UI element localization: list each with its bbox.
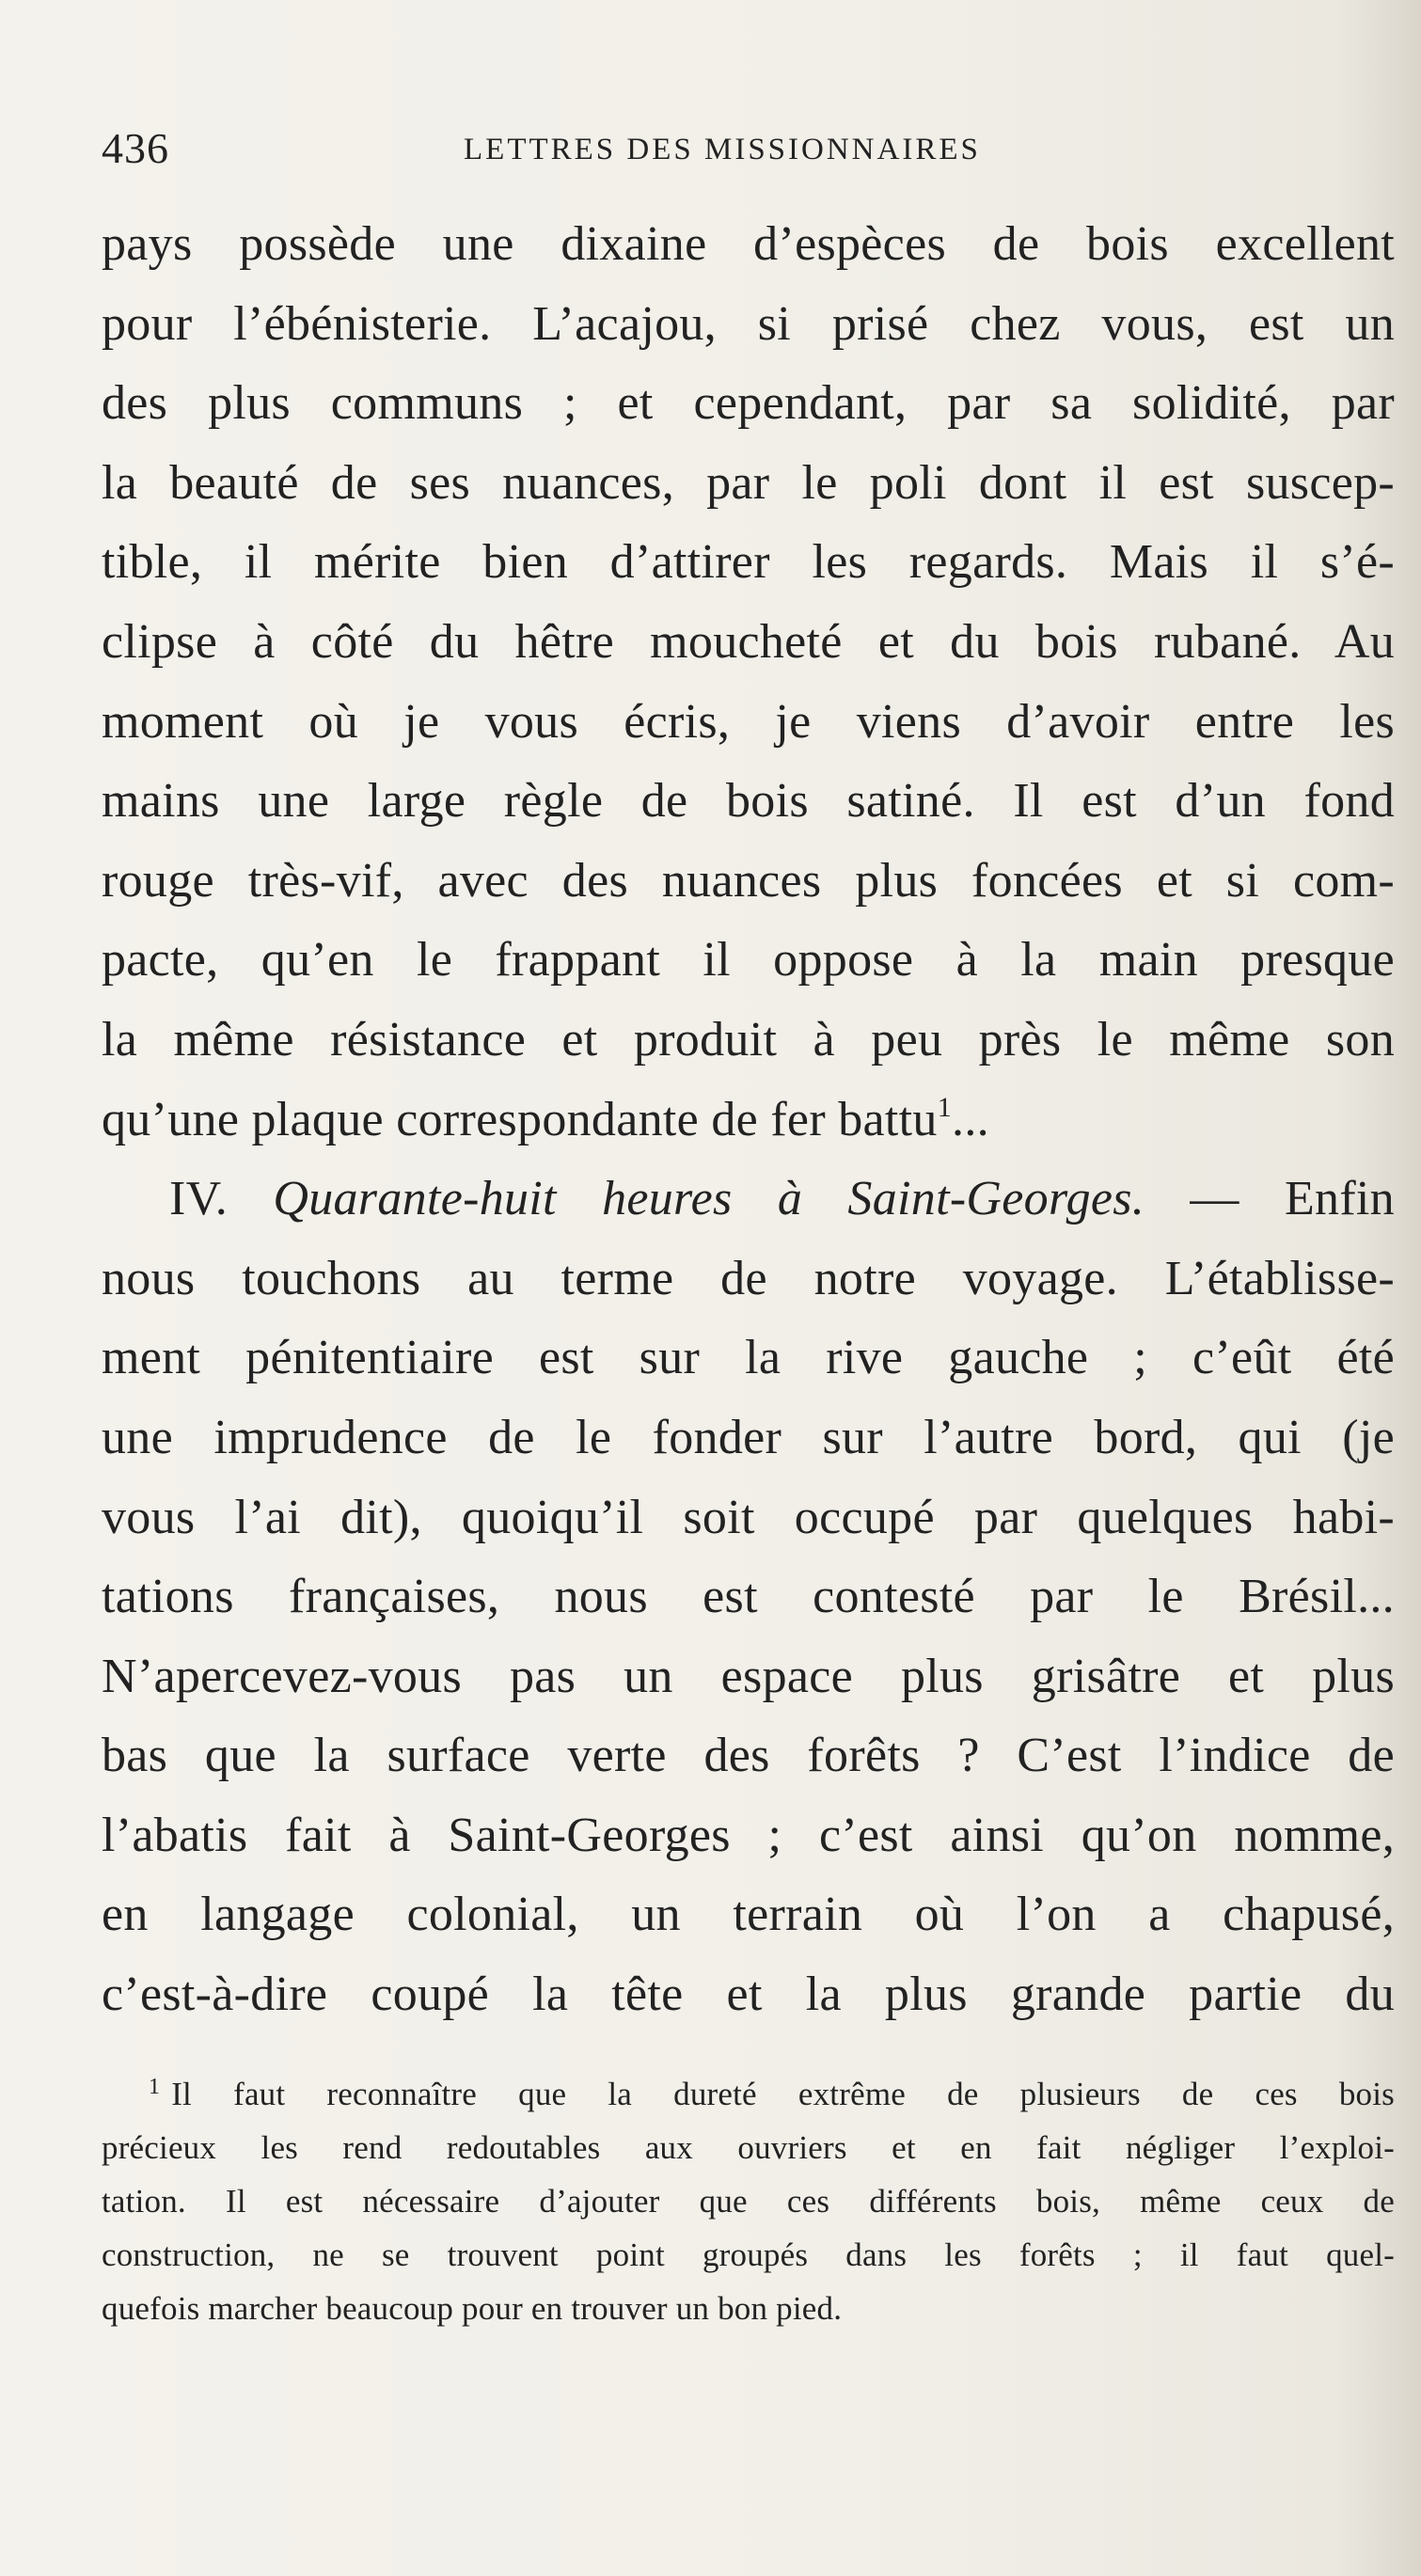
- text-line-paragraph-end: [102, 1081, 1395, 1161]
- text-line: tible, il mérite bien d’attirer les regards. Mais il s’é-: [102, 535, 1395, 590]
- text-line: pacte, qu’en le frappant il oppose à la main presque: [102, 933, 1395, 988]
- footnote: [102, 2067, 1395, 2335]
- text-line: tations françaises, nous est contesté par le Brésil...: [102, 1570, 1395, 1624]
- text-line: rouge très-vif, avec des nuances plus foncées et si com-: [102, 853, 1395, 908]
- footnote-line: précieux les rend redoutables aux ouvriers et en fait négliger l’exploi-: [102, 2129, 1395, 2166]
- footnote-line: construction, ne se trouvent point groupés dans les forêts ; il faut quel-: [102, 2236, 1395, 2273]
- running-head: [102, 120, 1395, 177]
- footnote-line-content: Il faut reconnaître que la dureté extrême de plusieurs de ces bois: [171, 2076, 1395, 2112]
- text-line: la même résistance et produit à peu près le même son: [102, 1012, 1395, 1067]
- text-line: ment pénitentiaire est sur la rive gauche ; c’eût été: [102, 1331, 1395, 1385]
- text-line: pays possède une dixaine d’espèces de bois excellent: [102, 217, 1395, 271]
- footnote-reference[interactable]: 1: [937, 1091, 953, 1123]
- footnote-line: [102, 2067, 1395, 2121]
- text-line: N’apercevez-vous pas un espace plus grisâtre et plus: [102, 1649, 1395, 1703]
- footnote-marker: 1: [149, 2075, 161, 2099]
- running-title: LETTRES DES MISSIONNAIRES: [464, 133, 981, 166]
- text-line: bas que la surface verte des forêts ? C’est l’indice de: [102, 1729, 1395, 1783]
- text-line: des plus communs ; et cependant, par sa solidité, par: [102, 376, 1395, 431]
- text-line: c’est-à-dire coupé la tête et la plus grande partie du: [102, 1968, 1395, 2022]
- text-line: pour l’ébénisterie. L’acajou, si prisé chez vous, est un: [102, 296, 1395, 351]
- text-line: mains une large règle de bois satiné. Il est d’un fond: [102, 774, 1395, 829]
- main-text: [102, 205, 1395, 2035]
- text-line: vous l’ai dit), quoiqu’il soit occupé par quelques habi-: [102, 1490, 1395, 1544]
- text-line-content: qu’une plaque correspondante de fer battu: [102, 1092, 938, 1146]
- text-line: moment où je vous écris, je viens d’avoir entre les: [102, 694, 1395, 749]
- text-line: une imprudence de le fonder sur l’autre bord, qui (je: [102, 1410, 1395, 1464]
- text-line: la beauté de ses nuances, par le poli dont il est suscep-: [102, 455, 1395, 510]
- section-title: Quarante-huit heures à Saint-Georges.: [273, 1172, 1145, 1226]
- text-line: l’abatis fait à Saint-Georges ; c’est ainsi qu’on nomme,: [102, 1808, 1395, 1862]
- footnote-line: quefois marcher beaucoup pour en trouver un bon pied.: [102, 2290, 843, 2327]
- footnote-line: tation. Il est nécessaire d’ajouter que ces différents bois, même ceux de: [102, 2183, 1395, 2220]
- page-number: 436: [102, 124, 169, 172]
- section-numeral: IV.: [169, 1172, 229, 1226]
- text-line: nous touchons au terme de notre voyage. L’établisse-: [102, 1251, 1395, 1305]
- text-line: en langage colonial, un terrain où l’on a chapusé,: [102, 1888, 1395, 1942]
- ellipsis: ...: [952, 1092, 989, 1146]
- text-line: clipse à côté du hêtre moucheté et du bois rubané. Au: [102, 614, 1395, 669]
- section-heading-line: [102, 1160, 1395, 1240]
- section-text-start: — Enfin: [1190, 1172, 1395, 1226]
